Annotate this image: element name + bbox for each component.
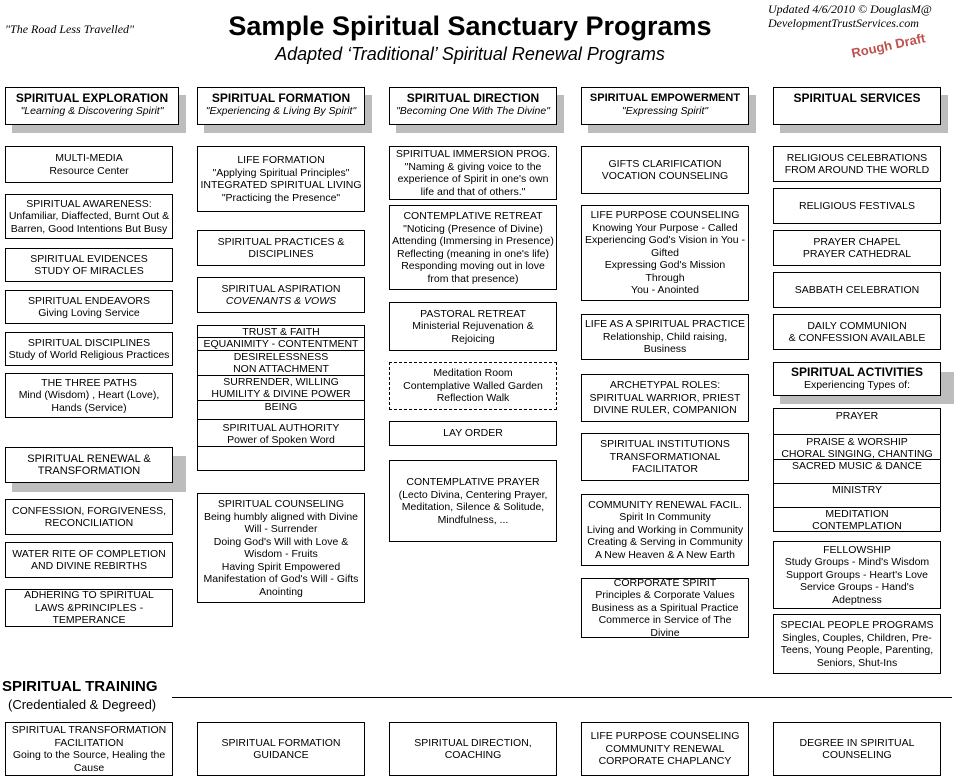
rough-draft-stamp: Rough Draft	[850, 30, 927, 61]
training-subtitle: (Credentialed & Degreed)	[8, 697, 157, 712]
program-box: LIFE FORMATION "Applying Spiritual Principles" INTEGRATED SPIRITUAL LIVING "Practicing the Presence"	[197, 146, 365, 212]
program-subtitle: COVENANTS & VOWS	[225, 295, 337, 307]
program-box: LIFE PURPOSE COUNSELING Knowing Your Purpose - Called Experiencing God's Vision in You - Gifted Expressing God's Mission Through You - Anointed	[581, 205, 749, 301]
activities-stack	[773, 408, 941, 532]
renewal-transformation-box: SPIRITUAL RENEWAL & TRANSFORMATION	[5, 447, 173, 483]
program-box: MULTI-MEDIA Resource Center	[5, 146, 173, 183]
header-spiritual-direction	[389, 87, 557, 125]
spiritual-activities-header	[773, 362, 941, 396]
header-subtitle: "Experiencing & Living By Spirit"	[205, 105, 357, 117]
header-subtitle: "Learning & Discovering Spirit"	[20, 105, 164, 117]
program-box: SPIRITUAL EVIDENCES STUDY OF MIRACLES	[5, 248, 173, 282]
program-box: PASTORAL RETREAT Ministerial Rejuvenation & Rejoicing	[389, 302, 557, 351]
program-box: RELIGIOUS FESTIVALS	[773, 188, 941, 224]
training-box: LIFE PURPOSE COUNSELING COMMUNITY RENEWAL CORPORATE CHAPLANCY	[581, 722, 749, 776]
program-box: SPIRITUAL IMMERSION PROG. "Naming & giving voice to the experience of Spirit in one's own life and that of others."	[389, 146, 557, 200]
program-box	[197, 277, 365, 313]
program-box: THE THREE PATHS Mind (Wisdom) , Heart (Love), Hands (Service)	[5, 373, 173, 418]
stack-item: SACRED MUSIC & DANCE	[774, 460, 940, 484]
program-box: DAILY COMMUNION & CONFESSION AVAILABLE	[773, 314, 941, 350]
training-box: SPIRITUAL TRANSFORMATION FACILITATION Going to the Source, Healing the Cause	[5, 722, 173, 776]
update-note: Updated 4/6/2010 © DouglasM@ DevelopmentTrustServices.com	[768, 2, 932, 30]
header-spiritual-exploration	[5, 87, 179, 125]
page-subtitle: Adapted ‘Traditional’ Spiritual Renewal Programs	[275, 44, 665, 64]
program-box: ARCHETYPAL ROLES: SPIRITUAL WARRIOR, PRIEST DIVINE RULER, COMPANION	[581, 374, 749, 422]
stack-item: MINISTRY	[774, 484, 940, 508]
stack-item: PRAYER	[774, 409, 940, 435]
header-title: SPIRITUAL EXPLORATION	[15, 91, 169, 105]
header-title: SPIRITUAL EMPOWERMENT	[589, 92, 741, 104]
stack-item: EQUANIMITY - CONTENTMENT	[198, 338, 364, 351]
header-subtitle: "Becoming One With The Divine"	[396, 105, 550, 117]
program-box: CONFESSION, FORGIVENESS, RECONCILIATION	[5, 499, 173, 535]
header-subtitle: "Expressing Spirit"	[621, 105, 709, 117]
training-title: SPIRITUAL TRAINING	[2, 678, 158, 695]
program-box: LIFE AS A SPIRITUAL PRACTICE Relationship, Child raising, Business	[581, 314, 749, 360]
program-box: LAY ORDER	[389, 421, 557, 446]
program-box: FELLOWSHIP Study Groups - Mind's Wisdom Support Groups - Heart's Love Service Groups - Hand's Adeptness	[773, 541, 941, 609]
stack-item: DESIRELESSNESS NON ATTACHMENT	[198, 351, 364, 376]
stack-item: SPIRITUAL AUTHORITY Power of Spoken Word	[198, 420, 364, 447]
training-box: SPIRITUAL DIRECTION, COACHING	[389, 722, 557, 776]
program-box: CORPORATE SPIRIT Principles & Corporate Values Business as a Spiritual Practice Commerce in Service of The Divine	[581, 578, 749, 638]
program-box: GIFTS CLARIFICATION VOCATION COUNSELING	[581, 146, 749, 194]
header-title: SPIRITUAL FORMATION	[211, 91, 351, 105]
stack-item: BEING	[198, 401, 364, 420]
program-box: ADHERING TO SPIRITUAL LAWS &PRINCIPLES - TEMPERANCE	[5, 589, 173, 627]
program-box: SPIRITUAL INSTITUTIONS TRANSFORMATIONAL FACILITATOR	[581, 433, 749, 481]
header-title: SPIRITUAL SERVICES	[793, 91, 921, 105]
program-box: RELIGIOUS CELEBRATIONS FROM AROUND THE WORLD	[773, 146, 941, 182]
stack-empty	[198, 447, 364, 470]
program-box: PRAYER CHAPEL PRAYER CATHEDRAL	[773, 230, 941, 266]
header-title: SPIRITUAL DIRECTION	[406, 91, 540, 105]
stack-item: PRAISE & WORSHIP CHORAL SINGING, CHANTING	[774, 435, 940, 460]
program-title: SPIRITUAL ASPIRATION	[221, 282, 341, 295]
stack-item: SURRENDER, WILLING HUMILITY & DIVINE POWER	[198, 376, 364, 401]
page-title: Sample Spiritual Sanctuary Programs	[228, 11, 712, 41]
program-box: SPIRITUAL DISCIPLINES Study of World Religious Practices	[5, 332, 173, 366]
program-box: SPIRITUAL AWARENESS: Unfamiliar, Diaffected, Burnt Out & Barren, Good Intentions But Busy	[5, 194, 173, 239]
header-spiritual-formation	[197, 87, 365, 125]
stack-item: TRUST & FAITH	[198, 326, 364, 338]
header-spiritual-empowerment	[581, 87, 749, 125]
program-box: CONTEMPLATIVE RETREAT "Noticing (Presence of Divine) Attending (Immersing in Presence) Reflecting (meaning in one's life) Responding moving out in love from that presence)	[389, 205, 557, 290]
header-spiritual-services	[773, 87, 941, 125]
program-box: Meditation Room Contemplative Walled Garden Reflection Walk	[389, 362, 557, 410]
tagline: "The Road Less Travelled"	[5, 22, 135, 36]
training-box: SPIRITUAL FORMATION GUIDANCE	[197, 722, 365, 776]
program-box: SPIRITUAL ENDEAVORS Giving Loving Service	[5, 290, 173, 324]
header-subtitle: Experiencing Types of:	[803, 379, 911, 391]
program-box: SPECIAL PEOPLE PROGRAMS Singles, Couples, Children, Pre- Teens, Young People, Parenting, Seniors, Shut-Ins	[773, 614, 941, 674]
program-box: WATER RITE OF COMPLETION AND DIVINE REBIRTHS	[5, 542, 173, 578]
formation-virtues-stack	[197, 325, 365, 471]
stack-item: MEDITATION CONTEMPLATION	[812, 508, 902, 532]
program-box: CONTEMPLATIVE PRAYER (Lecto Divina, Centering Prayer, Meditation, Silence & Solitude, Mindfulness, ...	[389, 460, 557, 542]
program-box: SABBATH CELEBRATION	[773, 272, 941, 308]
program-box: COMMUNITY RENEWAL FACIL. Spirit In Community Living and Working in Community Creating & Serving in Community A New Heaven & A New Earth	[581, 494, 749, 566]
header-title: SPIRITUAL ACTIVITIES	[790, 365, 923, 379]
training-box: DEGREE IN SPIRITUAL COUNSELING	[773, 722, 941, 776]
program-box: SPIRITUAL COUNSELING Being humbly aligned with Divine Will - Surrender Doing God's Will with Love & Wisdom - Fruits Having Spirit Empowered Manifestation of God's Will - Gifts Anointing	[197, 493, 365, 603]
training-divider	[172, 697, 952, 698]
program-box: SPIRITUAL PRACTICES & DISCIPLINES	[197, 230, 365, 266]
